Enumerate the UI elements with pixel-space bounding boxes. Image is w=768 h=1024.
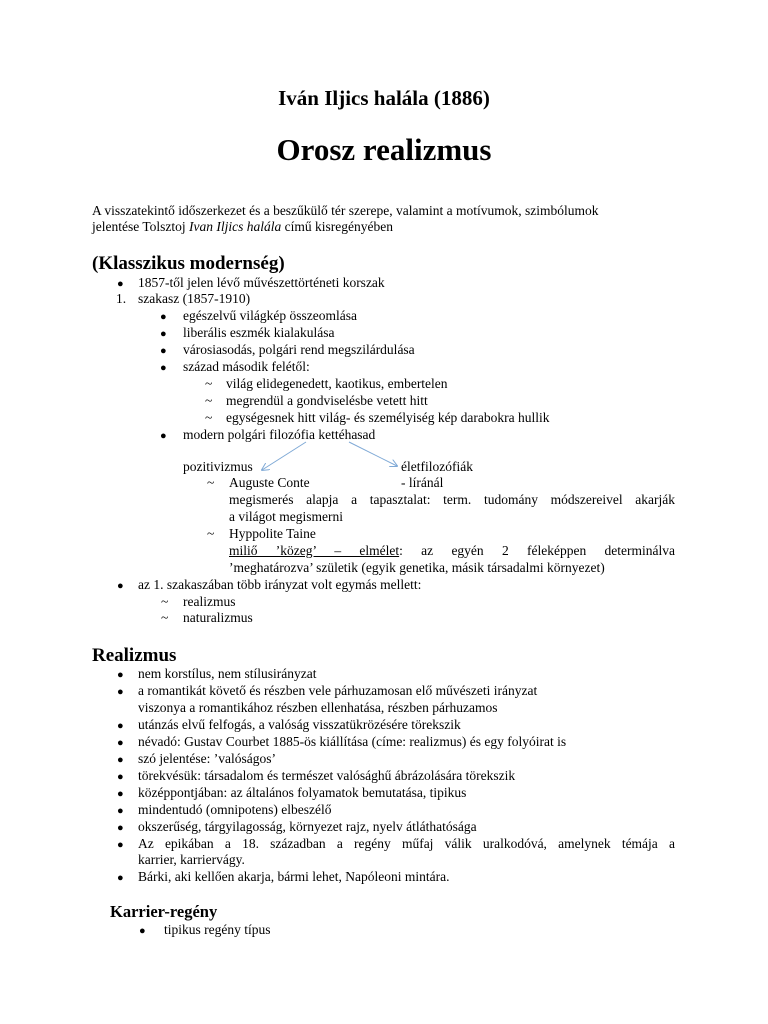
eletfilozofiak-label: életfilozófiák	[401, 459, 473, 474]
list-item: Bárki, aki kellően akarja, bármi lehet, Napóleoni mintára.	[138, 869, 450, 884]
paragraph-line	[229, 543, 675, 559]
bullet-icon: ●	[117, 872, 124, 884]
bullet-icon: ●	[117, 805, 124, 817]
section-heading-karrier-regeny: Karrier-regény	[110, 902, 218, 921]
list-item: 1857-től jelen lévő művészettörténeti korszak	[138, 275, 385, 290]
list-item: Hyppolite Taine	[229, 526, 316, 541]
list-item: realizmus	[183, 594, 236, 609]
section-heading-klasszikus: (Klasszikus modernség)	[92, 253, 285, 274]
liranal-label: - líránál	[401, 475, 444, 490]
list-item: világ elidegenedett, kaotikus, embertelen	[226, 376, 448, 391]
list-item: Auguste Conte	[229, 475, 310, 490]
bullet-icon: ●	[117, 737, 124, 749]
bullet-icon: ●	[117, 278, 124, 290]
tilde-icon: ~	[205, 393, 213, 408]
list-item: egészelvű világkép összeomlása	[183, 308, 357, 323]
bullet-icon: ●	[160, 430, 167, 442]
document-subtitle: Orosz realizmus	[276, 132, 492, 167]
tilde-icon: ~	[205, 410, 213, 425]
list-item: törekvésük: társadalom és természet valósághű ábrázolására törekszik	[138, 768, 516, 783]
bullet-icon: ●	[117, 754, 124, 766]
paragraph-line: ’meghatározva’ születik (egyik genetika, másik társadalmi környezet)	[229, 560, 605, 575]
intro-text: jelentése Tolsztoj	[92, 219, 190, 234]
bullet-icon: ●	[117, 720, 124, 732]
bullet-icon: ●	[139, 925, 146, 937]
bullet-icon: ●	[117, 788, 124, 800]
list-item: naturalizmus	[183, 610, 253, 625]
list-item: Az epikában a 18. században a regény műfaj válik uralkodóvá, amelynek témája a	[138, 836, 675, 851]
list-item: szakasz (1857-1910)	[138, 291, 251, 306]
list-item: utánzás elvű felfogás, a valóság visszatükrözésére törekszik	[138, 717, 461, 732]
bullet-icon: ●	[160, 328, 167, 340]
intro-line-1: A visszatekintő időszerkezet és a beszűkülő tér szerepe, valamint a motívumok, szimbólumok	[92, 203, 599, 218]
list-item: egységesnek hitt világ- és személyiség kép darabokra hullik	[226, 410, 550, 425]
bullet-icon: ●	[117, 771, 124, 783]
list-item: mindentudó (omnipotens) elbeszélő	[138, 802, 332, 817]
pozitivizmus-label: pozitivizmus	[183, 459, 253, 474]
list-item: liberális eszmék kialakulása	[183, 325, 335, 340]
tilde-icon: ~	[207, 475, 215, 490]
bullet-icon: ●	[117, 669, 124, 681]
list-item: az 1. szakaszában több irányzat volt egymás mellett:	[138, 577, 422, 592]
list-item-continuation: karrier, karriervágy.	[138, 852, 245, 867]
intro-work-title: Ivan Iljics halála	[189, 219, 282, 234]
list-item: megrendül a gondviselésbe vetett hitt	[226, 393, 428, 408]
list-item: modern polgári filozófia kettéhasad	[183, 427, 376, 442]
milieu-term: miliő ’közeg’ – elmélet	[229, 543, 400, 558]
bullet-icon: ●	[160, 362, 167, 374]
bullet-icon: ●	[160, 311, 167, 323]
tilde-icon: ~	[205, 376, 213, 391]
bullet-icon: ●	[160, 345, 167, 357]
tilde-icon: ~	[161, 610, 169, 625]
list-number: 1.	[116, 291, 127, 306]
bullet-icon: ●	[117, 686, 124, 698]
list-item: a romantikát követő és részben vele párhuzamosan elő művészeti irányzat	[138, 683, 538, 698]
milieu-desc: : az egyén 2 féleképpen determinálva	[399, 543, 675, 558]
section-heading-realizmus: Realizmus	[92, 645, 177, 666]
intro-line-2	[92, 219, 393, 235]
list-item: szó jelentése: ’valóságos’	[138, 751, 276, 766]
bullet-icon: ●	[117, 822, 124, 834]
intro-text-end: című kisregényében	[281, 219, 393, 234]
paragraph-line: a világot megismerni	[229, 509, 343, 524]
list-item: városiasodás, polgári rend megszilárdulása	[183, 342, 415, 357]
paragraph-line: megismerés alapja a tapasztalat: term. tudomány módszereivel akarják	[229, 492, 675, 507]
list-item-continuation: viszonya a romantikához részben ellenhatása, részben párhuzamos	[138, 700, 498, 715]
tilde-icon: ~	[207, 526, 215, 541]
list-item: tipikus regény típus	[164, 922, 271, 937]
tilde-icon: ~	[161, 594, 169, 609]
list-item: nem korstílus, nem stílusirányzat	[138, 666, 317, 681]
list-item: okszerűség, tárgyilagosság, környezet rajz, nyelv átláthatósága	[138, 819, 477, 834]
document-title: Iván Iljics halála (1886)	[278, 86, 490, 110]
bullet-icon: ●	[117, 839, 124, 851]
list-item: középpontjában: az általános folyamatok bemutatása, tipikus	[138, 785, 467, 800]
list-item: század második felétől:	[183, 359, 310, 374]
bullet-icon: ●	[117, 580, 124, 592]
list-item: névadó: Gustav Courbet 1885-ös kiállítása (címe: realizmus) és egy folyóirat is	[138, 734, 567, 749]
